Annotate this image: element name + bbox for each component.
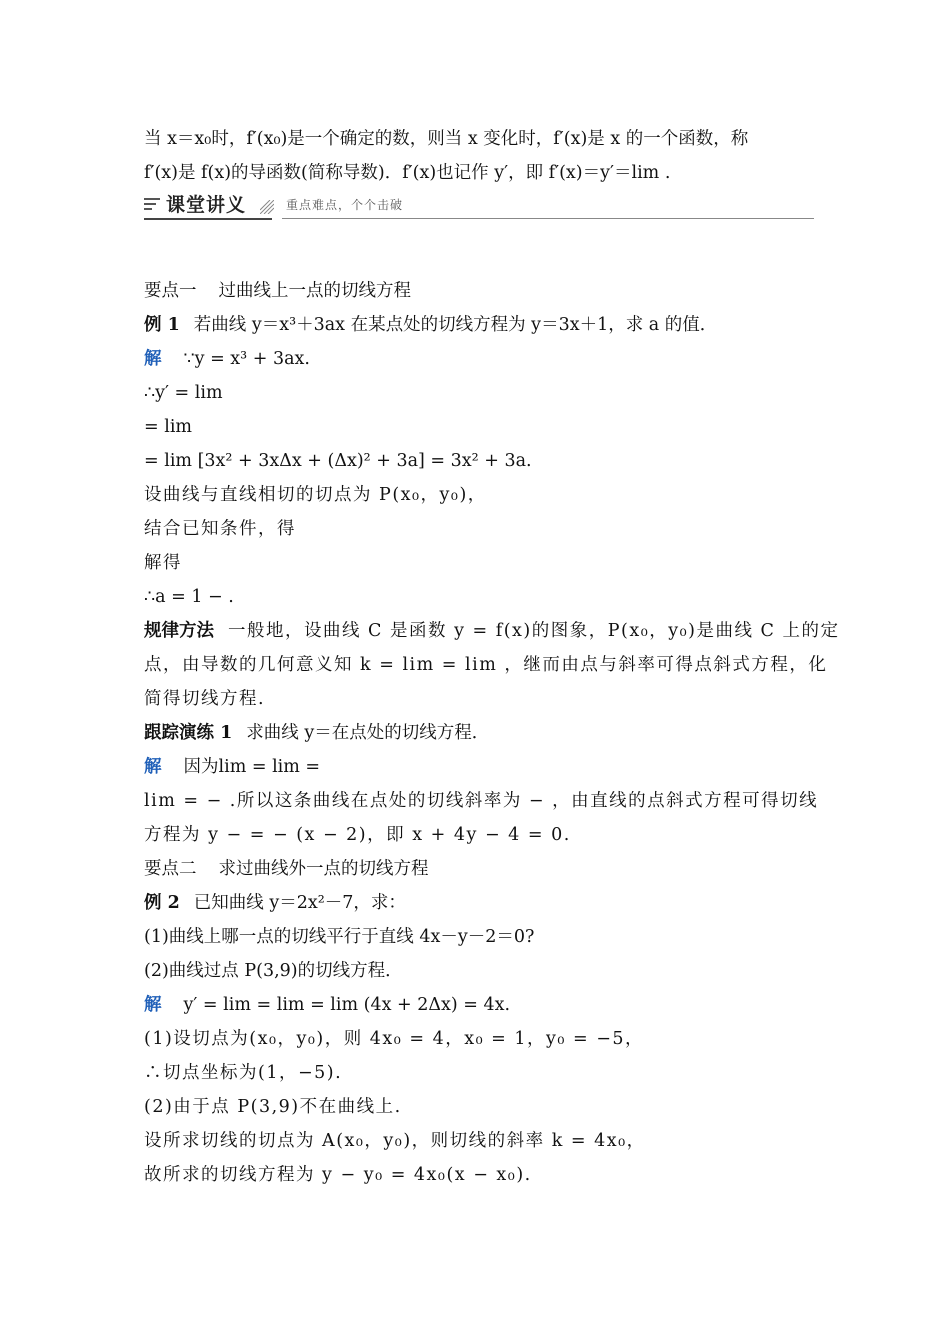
intro-line-2: f′(x)是 f(x)的导函数(简称导数)．f′(x)也记作 y′，即 f′(x)＝y′＝lim . [144,163,671,183]
section-rule-right [282,218,814,219]
example1-step-2: = lim [144,417,193,437]
section-hatch-icon [260,200,274,214]
example2-step-0 [144,988,812,1022]
example2-label: 例 2 [144,893,180,913]
example1-text: 若曲线 y＝x³＋3ax 在某点处的切线方程为 y＝3x＋1，求 a 的值． [193,315,718,335]
practice1-solution-label: 解 [144,757,162,777]
example2-step-text: y′ = lim = lim = lim (4x + 2Δx) = 4x. [183,995,511,1015]
intro-line-1: 当 x＝x₀时，f′(x₀)是一个确定的数，则当 x 变化时，f′(x)是 x 的一个函数，称 [144,129,749,149]
example1-label: 例 1 [144,315,180,335]
practice1-text: 求曲线 y＝在点处的切线方程． [246,723,490,743]
practice1-question [144,716,812,750]
example2-text: 已知曲线 y＝2x²－7，求： [193,893,406,913]
example2-q1: (1)曲线上哪一点的切线平行于直线 4x－y－2＝0? [144,927,535,947]
example1-step-7: ∴a = 1 − . [144,587,234,607]
example1-step-text: ∵y = x³ + 3ax. [183,349,310,369]
method-line-2: 点，由导数的几何意义知 k = lim = lim ，继而由点与斜率可得点斜式方程，化 [144,655,828,675]
intro-paragraph [144,122,812,190]
example1-step-5: 结合已知条件，得 [144,519,296,539]
example2-solution-label: 解 [144,995,162,1015]
point2-title: 求过曲线外一点的切线方程 [218,859,429,879]
example2-step-1: (1)设切点为(x₀，y₀)，则 4x₀ = 4，x₀ = 1，y₀ = −5， [144,1029,645,1049]
method-line-3: 简得切线方程. [144,689,266,709]
method-text-1: 一般地，设曲线 C 是函数 y = f(x)的图象，P(x₀，y₀)是曲线 C 上的定 [228,621,840,641]
point2-heading [144,852,812,886]
practice1-line-3: 方程为 y − = − (x − 2)，即 x + 4y − 4 = 0. [144,825,571,845]
section-subtitle: 重点难点，个个击破 [286,198,404,212]
practice1-label: 跟踪演练 1 [144,723,233,743]
example2-question [144,886,812,920]
point1-title: 过曲线上一点的切线方程 [218,281,411,301]
practice1-line-1: 因为lim = lim = [183,757,321,777]
example2-q2: (2)曲线过点 P(3,9)的切线方程． [144,961,403,981]
example1-step-4: 设曲线与直线相切的切点为 P(x₀，y₀)， [144,485,487,505]
example1-step-0 [144,342,812,376]
point1-label: 要点一 [144,281,197,301]
example1-step-3: = lim [3x² + 3xΔx + (Δx)² + 3a] = 3x² + 3a. [144,451,532,471]
example1-step-1: ∴y′ = lim [144,383,223,403]
point2-label: 要点二 [144,859,197,879]
section-title: 课堂讲义 [166,194,247,216]
section-rule-left [144,218,272,220]
section-header [144,190,812,224]
example2-step-2: ∴切点坐标为(1，−5). [144,1063,343,1083]
example2-step-5: 故所求的切线方程为 y − y₀ = 4x₀(x − x₀). [144,1165,532,1185]
example2-step-3: (2)由于点 P(3,9)不在曲线上. [144,1097,402,1117]
section-stripes-icon [144,196,160,212]
example1-solution-label: 解 [144,349,162,369]
document-page [144,122,840,1192]
practice1-solution-1 [144,750,812,784]
method-line-1 [144,614,840,648]
example1-step-6: 解得 [144,553,182,573]
point1-heading [144,274,812,308]
method-label: 规律方法 [144,621,214,641]
example1-question [144,308,812,342]
practice1-line-2: lim = − .所以这条曲线在点处的切线斜率为 − ，由直线的点斜式方程可得切线 [144,791,819,811]
example2-step-4: 设所求切线的切点为 A(x₀，y₀)，则切线的斜率 k = 4x₀， [144,1131,646,1151]
